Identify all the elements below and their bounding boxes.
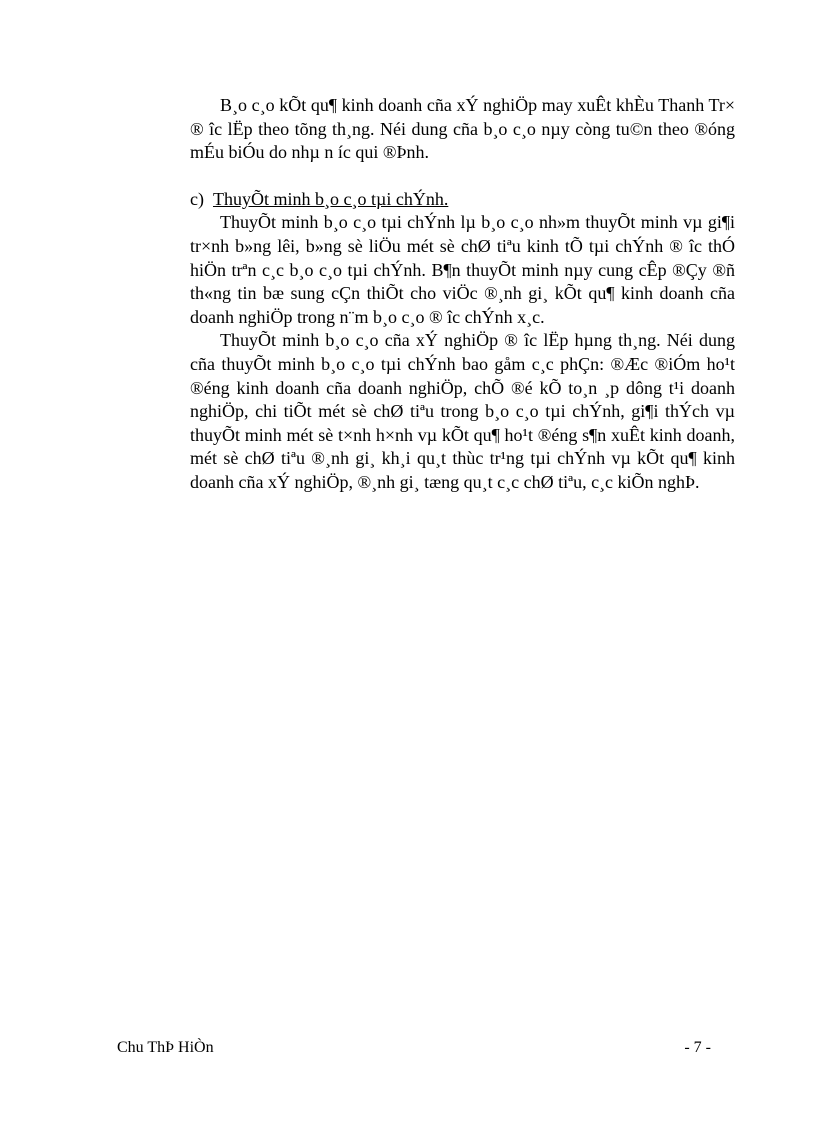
document-body bbox=[190, 94, 735, 495]
section-heading bbox=[190, 188, 735, 212]
body-paragraph-2: ThuyÕt minh b¸o c¸o cña xÝ nghiÖp ® îc lËp hµng th¸ng. Néi dung cña thuyÕt minh b¸o c¸o tµi chÝnh bao gåm c¸c phÇn: ®Æc ®iÓm ho¹t ®éng kinh doanh cña doanh nghiÖp, chÕ ®é kÕ to¸n ¸p dông t¹i doanh nghiÖp, chi tiÕt mét sè chØ tiªu trong b¸o c¸o tµi chÝnh, gi¶i thÝch vµ thuyÕt minh mét sè t×nh h×nh vµ kÕt qu¶ ho¹t ®éng s¶n xuÊt kinh doanh, mét sè chØ tiªu ®¸nh gi¸ kh¸i qu¸t thùc tr¹ng tµi chÝnh vµ kÕt qu¶ kinh doanh cña xÝ nghiÖp, ®¸nh gi¸ tæng qu¸t c¸c chØ tiªu, c¸c kiÕn nghÞ. bbox=[190, 330, 735, 492]
intro-paragraph: B¸o c¸o kÕt qu¶ kinh doanh cña xÝ nghiÖp may xuÊt khÈu Thanh Tr× ® îc lËp theo tõng th¸ng. Néi dung cña b¸o c¸o nµy còng tu©n theo ®óng mÉu biÓu do nhµ n íc qui ®Þnh. bbox=[190, 95, 735, 163]
paragraph-spacer bbox=[190, 165, 735, 188]
body-paragraph-1: ThuyÕt minh b¸o c¸o tµi chÝnh lµ b¸o c¸o nh»m thuyÕt minh vµ gi¶i tr×nh b»ng lêi, b»ng sè liÖu mét sè chØ tiªu kinh tÕ tµi chÝnh ® îc thÓ hiÖn trªn c¸c b¸o c¸o tµi chÝnh. B¶n thuyÕt minh nµy cung cÊp ®Çy ®ñ th«ng tin bæ sung cÇn thiÕt cho viÖc ®¸nh gi¸ kÕt qu¶ kinh doanh cña doanh nghiÖp trong n¨m b¸o c¸o ® îc chÝnh x¸c. bbox=[190, 212, 735, 327]
section-title: ThuyÕt minh b¸o c¸o tµi chÝnh. bbox=[212, 188, 449, 209]
footer-page-number: - 7 - bbox=[684, 1039, 711, 1056]
section-label: c) bbox=[190, 188, 204, 209]
footer-author: Chu ThÞ HiÒn bbox=[117, 1039, 214, 1056]
